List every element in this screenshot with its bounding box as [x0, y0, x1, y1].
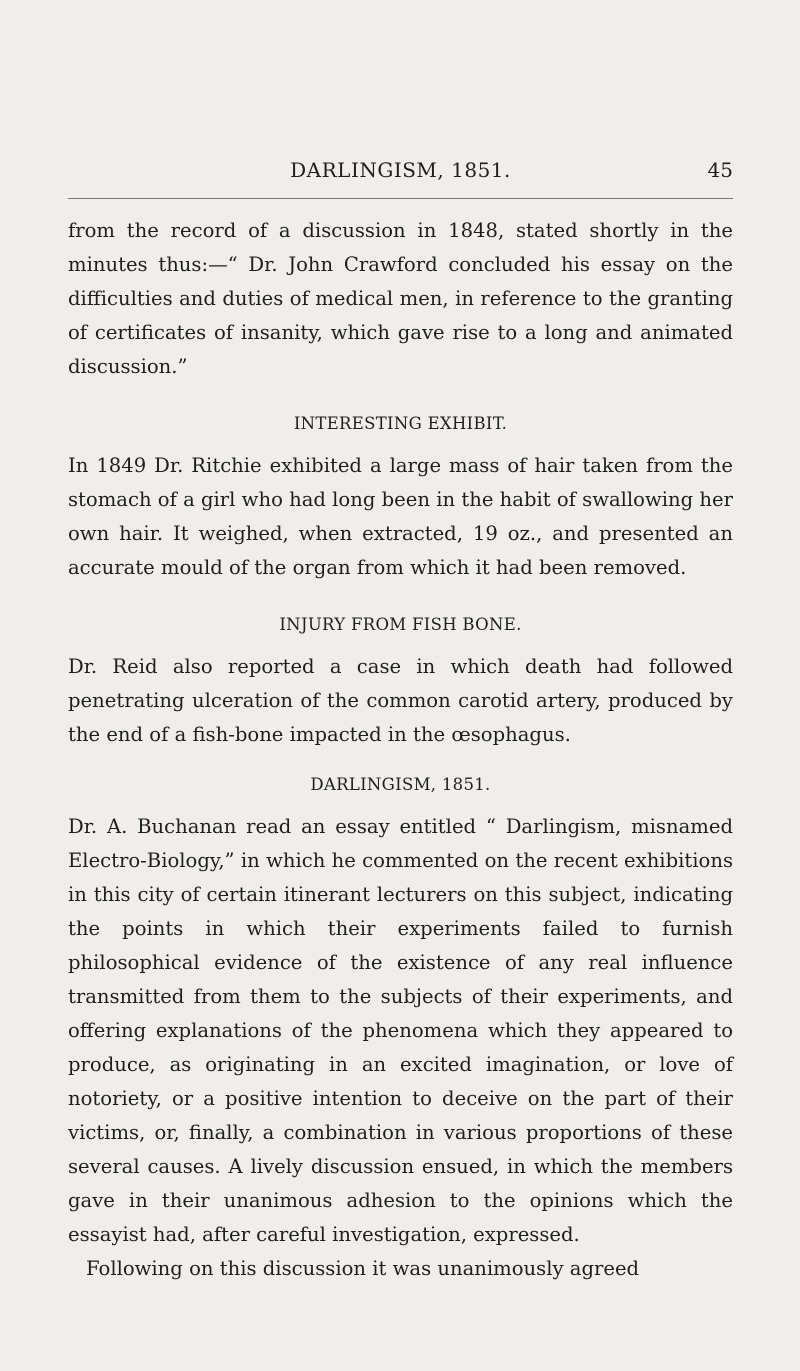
page-number: 45	[707, 158, 733, 182]
running-head-title: DARLINGISM, 1851.	[290, 158, 511, 182]
section-heading-injury-fish-bone: INJURY FROM FISH BONE.	[279, 615, 522, 634]
paragraph-reid: Dr. Reid also reported a case in which death had followed penetrating ulceration of the common carotid artery, produced by the end of a fish-bone impacted in the œsophagus.	[68, 655, 733, 746]
paragraph-buchanan: Dr. A. Buchanan read an essay entitled “ Darlingism, misnamed Electro-Biology,” in which he commented on the recent exhibitions in this city of certain itinerant lecturers on this subject, indicating the points in which their experiments failed to furnish philosophical evidence of the existence of any real influence transmitted from them to the subjects of their experiments, and offering explanations of the phenomena which they appeared to produce, as originating in an excited imagination, or love of notoriety, or a positive intention to deceive on the part of their victims, or, finally, a combination in various proportions of these several causes. A lively discussion ensued, in which the members gave in their unanimous adhesion to the opinions which the essayist had, after careful investigation, expressed.	[68, 815, 733, 1246]
body-text	[68, 214, 733, 1286]
header-rule	[68, 198, 733, 199]
running-head	[68, 158, 733, 188]
section-heading-darlingism: DARLINGISM, 1851.	[310, 775, 491, 794]
paragraph-continued: from the record of a discussion in 1848, stated shortly in the minutes thus:—“ Dr. John Crawford concluded his essay on the difficulties and duties of medical men, in reference to the granting of certificates of insanity, which gave rise to a long and animated discussion.”	[68, 219, 733, 378]
section-heading-interesting-exhibit: INTERESTING EXHIBIT.	[293, 414, 508, 433]
paragraph-ritchie: In 1849 Dr. Ritchie exhibited a large mass of hair taken from the stomach of a girl who had long been in the habit of swallowing her own hair. It weighed, when extracted, 19 oz., and presented an accurate mould of the organ from which it had been removed.	[68, 454, 733, 579]
paragraph-following: Following on this discussion it was unanimously agreed	[86, 1257, 640, 1280]
